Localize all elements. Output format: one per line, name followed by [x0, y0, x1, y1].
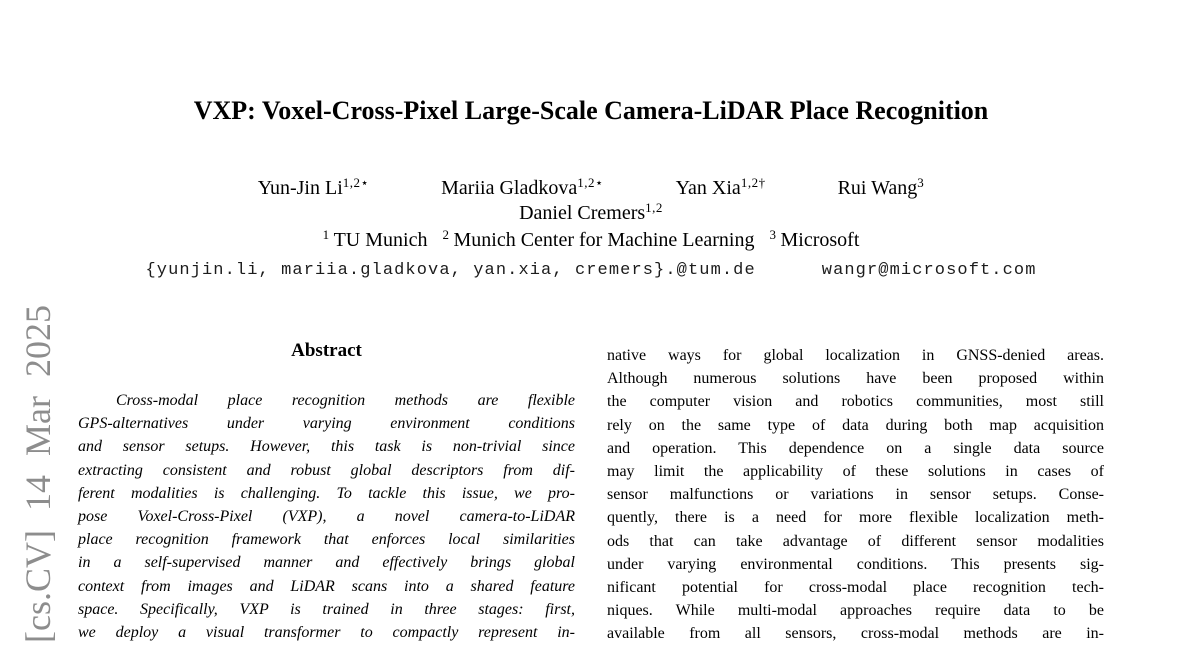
intro-line: ods that can take advantage of different sensor modalities — [607, 532, 1104, 550]
author-name: Yun-Jin Li — [257, 177, 343, 199]
intro-line: under varying environmental conditions. This presents sig- — [607, 555, 1104, 573]
abstract-body — [78, 389, 575, 644]
abstract-heading: Abstract — [291, 340, 362, 361]
affiliation-superscript: 2 — [442, 227, 450, 242]
affiliation-superscript: 1 — [322, 227, 330, 242]
author-name: Yan Xia — [675, 177, 741, 199]
paper-content — [78, 0, 1104, 648]
author-mariia-gladkova — [441, 177, 603, 200]
intro-line: nificant potential for cross-modal place recognition tech- — [607, 579, 1104, 597]
abstract-line: space. Specifically, VXP is trained in three stages: first, — [78, 600, 575, 618]
intro-line: the computer vision and robotics communities, most still — [607, 393, 1104, 411]
abstract-line: Cross-modal place recognition methods are flexible — [116, 392, 575, 409]
intro-line: niques. While multi-modal approaches require data to be — [607, 602, 1104, 620]
intro-line: rely on the same type of data during both map acquisition — [607, 416, 1104, 434]
arxiv-watermark: [cs.CV] 14 Mar 2025 — [18, 305, 58, 643]
abstract-line: GPS-alternatives under varying environment conditions — [78, 415, 575, 433]
abstract-column — [78, 338, 575, 646]
abstract-line: extracting consistent and robust global descriptors from dif- — [78, 461, 575, 479]
email-line — [78, 261, 1104, 280]
paper-title: VXP: Voxel-Cross-Pixel Large-Scale Camera-LiDAR Place Recognition — [193, 96, 989, 125]
intro-line: available from all sensors, cross-modal methods are in- — [607, 625, 1104, 643]
author-superscript: 1,2⋆ — [577, 175, 604, 190]
author-name: Daniel Cremers — [519, 202, 646, 224]
email-group-tum: {yunjin.li, mariia.gladkova, yan.xia, cremers}.@tum.de — [145, 261, 756, 280]
author-row-2 — [78, 202, 1104, 225]
affiliation-line — [78, 229, 1104, 252]
author-yan-xia — [676, 177, 766, 200]
intro-line: native ways for global localization in GNSS-denied areas. — [607, 347, 1104, 364]
abstract-line: pose Voxel-Cross-Pixel (VXP), a novel camera-to-LiDAR — [78, 508, 575, 526]
author-name: Rui Wang — [837, 177, 918, 199]
abstract-line: and sensor setups. However, this task is non-trivial since — [78, 438, 575, 456]
affiliation-tu-munich — [323, 229, 428, 251]
affiliation-text: TU Munich — [333, 229, 428, 251]
author-daniel-cremers — [519, 202, 663, 225]
author-superscript: 1,2 — [645, 200, 663, 215]
intro-line: Although numerous solutions have been proposed within — [607, 370, 1104, 388]
two-column-body — [78, 338, 1104, 646]
affiliation-text: Microsoft — [780, 229, 860, 251]
email-individual-microsoft: wangr@microsoft.com — [821, 261, 1037, 280]
affiliation-microsoft — [770, 229, 860, 251]
affiliation-superscript: 3 — [769, 227, 777, 242]
author-name: Mariia Gladkova — [441, 177, 578, 199]
intro-line: sensor malfunctions or variations in sensor setups. Conse- — [607, 486, 1104, 504]
intro-line: and operation. This dependence on a single data source — [607, 439, 1104, 457]
abstract-line: context from images and LiDAR scans into a shared feature — [78, 577, 575, 595]
author-rui-wang — [838, 177, 925, 200]
introduction-column — [607, 338, 1104, 646]
abstract-line: we deploy a visual transformer to compactly represent in- — [78, 624, 575, 642]
abstract-line: in a self-supervised manner and effectively brings global — [78, 554, 575, 572]
author-superscript: 1,2⋆ — [342, 175, 370, 190]
author-yunjin-li — [258, 177, 369, 200]
affiliation-mcml — [442, 229, 754, 251]
author-superscript: 3 — [917, 175, 925, 190]
author-superscript: 1,2† — [740, 175, 766, 190]
affiliation-text: Munich Center for Machine Learning — [453, 229, 755, 251]
author-row-1 — [78, 177, 1104, 200]
abstract-line: ferent modalities is challenging. To tackle this issue, we pro- — [78, 484, 575, 502]
intro-line: may limit the applicability of these solutions in cases of — [607, 463, 1104, 481]
abstract-line: place recognition framework that enforces local similarities — [78, 531, 575, 549]
intro-line: quently, there is a need for more flexible localization meth- — [607, 509, 1104, 527]
